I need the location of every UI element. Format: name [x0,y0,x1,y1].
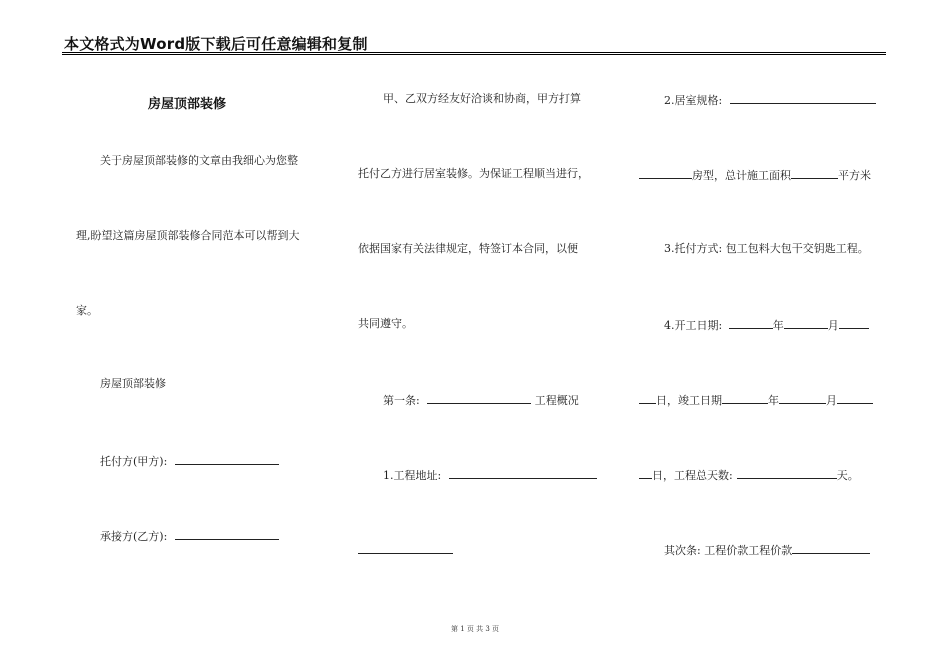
total-days-blank [737,467,837,479]
address-label: 1.工程地址: [383,469,442,482]
room-spec-blank [730,92,876,104]
room-spec-label: 2.居室规格: [664,94,723,107]
intro-line-1: 关于房屋顶部装修的文章由我细心为您整 [100,154,298,167]
party-a-blank [175,453,279,465]
start-day-cont-blank [639,392,656,404]
days-unit-label: 天。 [836,469,859,482]
start-day-blank [839,317,869,329]
article-1-suffix: 工程概况 [534,394,579,407]
article-2-label: 其次条: 工程价款工程价款 [664,544,793,557]
finish-year-blank [722,392,768,404]
room-type-blank [639,167,692,179]
year-label: 年 [772,319,784,332]
finish-month-blank [779,392,826,404]
room-spec-row [664,92,876,108]
address-continue-blank [358,542,453,554]
contract-para-3: 依据国家有关法律规定，特签订本合同，以便 [358,242,578,255]
total-days-row [639,467,859,483]
total-days-label: 日，工程总天数: [652,469,733,482]
start-year-blank [729,317,773,329]
document-title: 房屋顶部装修 [148,97,227,112]
article-2-row [664,542,870,558]
month2-label: 月 [826,394,837,407]
header-title: 本文格式为Word版下载后可任意编辑和复制 [64,35,368,53]
article-1-blank [427,392,531,404]
article-1-row [383,392,579,408]
price-blank [792,542,870,554]
sqm-label: 平方米 [838,169,871,182]
address-continue-row [358,542,453,558]
subtitle: 房屋顶部装修 [100,377,166,390]
intro-line-3: 家。 [76,304,98,317]
year2-label: 年 [768,394,779,407]
room-type-row [639,167,871,183]
party-b-label: 承接方(乙方): [100,530,168,543]
contract-para-1: 甲、乙双方经友好洽谈和协商，甲方打算 [383,92,581,105]
header-divider [62,52,886,55]
area-blank [791,167,838,179]
method-line: 3.托付方式: 包工包料大包干交钥匙工程。 [664,242,869,255]
address-row [383,467,597,483]
party-b-blank [175,528,279,540]
finish-day-cont-blank [639,467,652,479]
start-date-label: 4.开工日期: [664,319,723,332]
finish-date-row [639,392,873,408]
page-footer: 第 1 页 共 3 页 [450,625,500,633]
month-label: 月 [827,319,839,332]
finish-day-blank [837,392,873,404]
finish-date-label: 日，竣工日期 [656,394,722,407]
party-a-row [100,453,279,469]
start-date-row [664,317,869,333]
start-month-blank [784,317,828,329]
contract-para-2: 托付乙方进行居室装修。为保证工程顺当进行， [358,167,589,180]
article-1-prefix: 第一条: [383,394,420,407]
address-blank [449,467,597,479]
contract-para-4: 共同遵守。 [358,317,413,330]
party-a-label: 托付方(甲方): [100,455,168,468]
intro-line-2: 理,盼望这篇房屋顶部装修合同范本可以帮到大 [76,229,300,242]
party-b-row [100,528,279,544]
room-type-label: 房型，总计施工面积 [692,169,791,182]
